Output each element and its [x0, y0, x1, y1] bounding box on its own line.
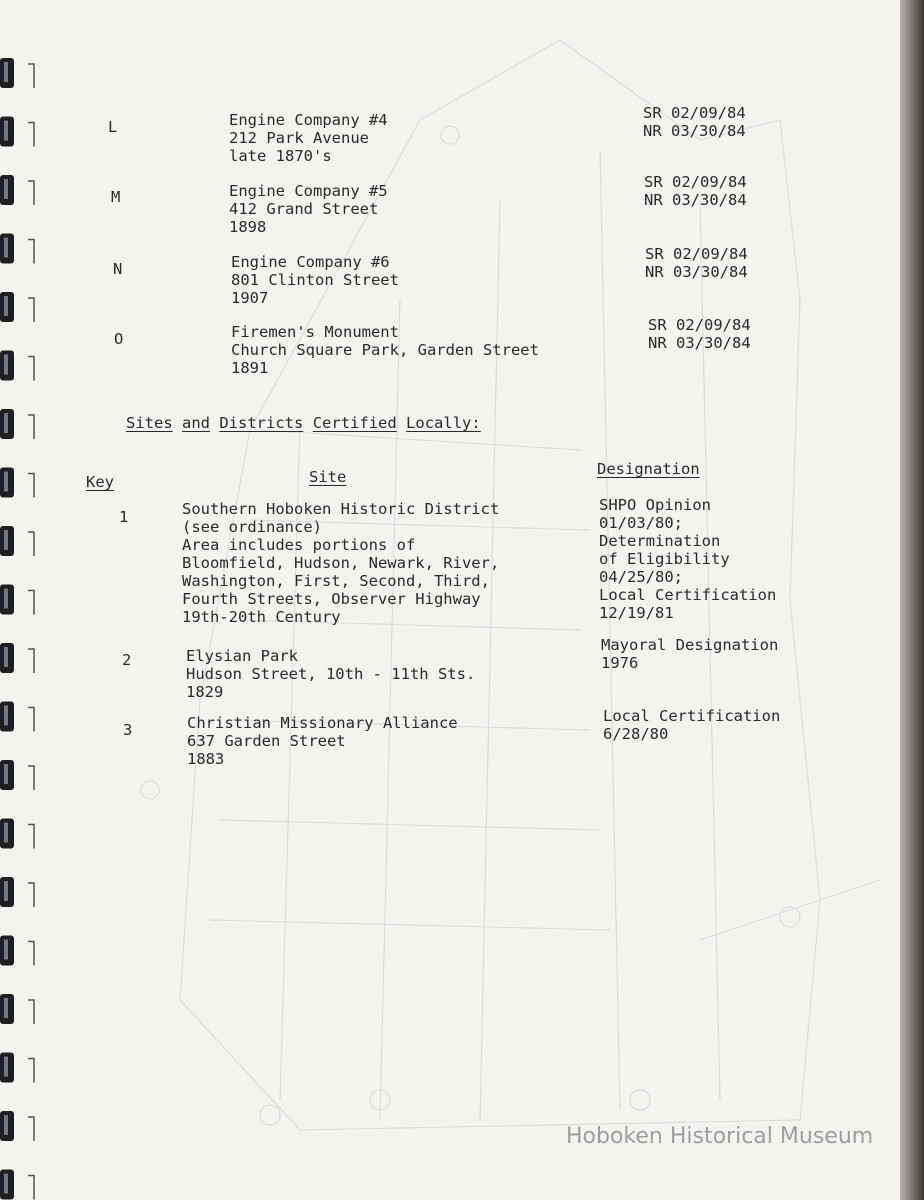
section-heading — [126, 414, 481, 432]
entry-key: M — [111, 188, 121, 206]
entry-key: 1 — [119, 508, 129, 526]
entry-line: 1898 — [229, 218, 267, 236]
binding-coil-shine — [4, 647, 8, 667]
binding-hole — [28, 1000, 34, 1024]
binding-coil-shine — [4, 998, 8, 1018]
column-header-key: Key — [86, 473, 114, 491]
binding-hole — [28, 357, 34, 381]
binding-coil-shine — [4, 1174, 8, 1194]
entry-line: 19th-20th Century — [182, 608, 341, 626]
binding-hole — [28, 1117, 34, 1141]
entry-line: Area includes portions of — [182, 536, 416, 554]
entry-date: NR 03/30/84 — [645, 263, 748, 281]
entry-line: 1891 — [231, 359, 269, 377]
entry-line: Hudson Street, 10th - 11th Sts. — [186, 665, 476, 683]
binding-coil-shine — [4, 413, 8, 433]
entry-date: NR 03/30/84 — [644, 191, 747, 209]
entry-line: 212 Park Avenue — [229, 129, 369, 147]
designation-line: Local Certification — [599, 586, 777, 604]
binding-coil-shine — [4, 530, 8, 550]
column-header-site: Site — [309, 468, 347, 486]
binding-coil-shine — [4, 940, 8, 960]
entry-line: Bloomfield, Hudson, Newark, River, — [182, 554, 500, 572]
binding-hole — [28, 766, 34, 790]
entry-line: 1829 — [186, 683, 224, 701]
entry-date: SR 02/09/84 — [643, 104, 746, 122]
heading-word: Districts — [219, 414, 304, 432]
entry-date: SR 02/09/84 — [648, 316, 751, 334]
binding-coil-shine — [4, 355, 8, 375]
entry-date: NR 03/30/84 — [643, 122, 746, 140]
binding-hole — [28, 591, 34, 615]
binding-hole — [28, 240, 34, 264]
binding-hole — [28, 532, 34, 556]
entry-line: Fourth Streets, Observer Highway — [182, 590, 481, 608]
entry-line: 637 Garden Street — [187, 732, 346, 750]
entry-line: Engine Company #6 — [231, 253, 390, 271]
entry-line: 801 Clinton Street — [231, 271, 399, 289]
binding-coil-shine — [4, 881, 8, 901]
binding-hole — [28, 649, 34, 673]
entry-line: late 1870's — [229, 147, 332, 165]
binding-hole — [28, 1176, 34, 1200]
binding-hole — [28, 415, 34, 439]
entry-line: Engine Company #5 — [229, 182, 388, 200]
binding-hole — [28, 474, 34, 498]
designation-line: of Eligibility — [599, 550, 730, 568]
binding-coil-shine — [4, 472, 8, 492]
entry-key: N — [113, 260, 123, 278]
entry-line: Christian Missionary Alliance — [187, 714, 458, 732]
heading-word: Certified — [312, 414, 397, 432]
binding-coil-shine — [4, 589, 8, 609]
entry-line: 1907 — [231, 289, 269, 307]
designation-line: 12/19/81 — [599, 604, 674, 622]
binding-coil-shine — [4, 62, 8, 82]
heading-word: Sites — [126, 414, 173, 432]
entry-line: Firemen's Monument — [231, 323, 399, 341]
binding-coil-shine — [4, 296, 8, 316]
museum-watermark: Hoboken Historical Museum — [566, 1124, 874, 1149]
entry-line: Southern Hoboken Historic District — [182, 500, 500, 518]
entry-key: 2 — [122, 651, 132, 669]
entry-key: O — [114, 330, 124, 348]
heading-word: Locally: — [406, 414, 481, 432]
binding-hole — [28, 64, 34, 88]
heading-word: and — [182, 414, 211, 432]
binding-coil-shine — [4, 706, 8, 726]
entry-date: SR 02/09/84 — [645, 245, 748, 263]
spiral-binding — [0, 0, 60, 1200]
binding-hole — [28, 883, 34, 907]
binding-hole — [28, 825, 34, 849]
binding-coil-shine — [4, 764, 8, 784]
binding-hole — [28, 298, 34, 322]
entry-line: (see ordinance) — [182, 518, 322, 536]
entry-line: Elysian Park — [186, 647, 298, 665]
designation-line: 01/03/80; — [599, 514, 683, 532]
entry-line: Engine Company #4 — [229, 111, 388, 129]
entry-line: Washington, First, Second, Third, — [182, 572, 490, 590]
binding-hole — [28, 1059, 34, 1083]
designation-line: Local Certification — [603, 707, 781, 725]
entry-line: 1883 — [187, 750, 225, 768]
entry-key: 3 — [123, 721, 133, 739]
entry-date: SR 02/09/84 — [644, 173, 747, 191]
binding-coil-shine — [4, 121, 8, 141]
binding-hole — [28, 123, 34, 147]
binding-coil-shine — [4, 1057, 8, 1077]
binding-coil-shine — [4, 179, 8, 199]
binding-coil-shine — [4, 1115, 8, 1135]
designation-line: 1976 — [601, 654, 639, 672]
entry-date: NR 03/30/84 — [648, 334, 751, 352]
designation-line: 6/28/80 — [603, 725, 669, 743]
entry-line: Church Square Park, Garden Street — [231, 341, 539, 359]
designation-line: SHPO Opinion — [599, 496, 711, 514]
binding-coil-shine — [4, 238, 8, 258]
designation-line: Determination — [599, 532, 721, 550]
binding-hole — [28, 942, 34, 966]
binding-hole — [28, 181, 34, 205]
column-header-designation: Designation — [597, 460, 700, 478]
entry-line: 412 Grand Street — [229, 200, 379, 218]
entry-key: L — [108, 118, 118, 136]
binding-hole — [28, 708, 34, 732]
binding-coil-shine — [4, 823, 8, 843]
designation-line: Mayoral Designation — [601, 636, 779, 654]
designation-line: 04/25/80; — [599, 568, 683, 586]
